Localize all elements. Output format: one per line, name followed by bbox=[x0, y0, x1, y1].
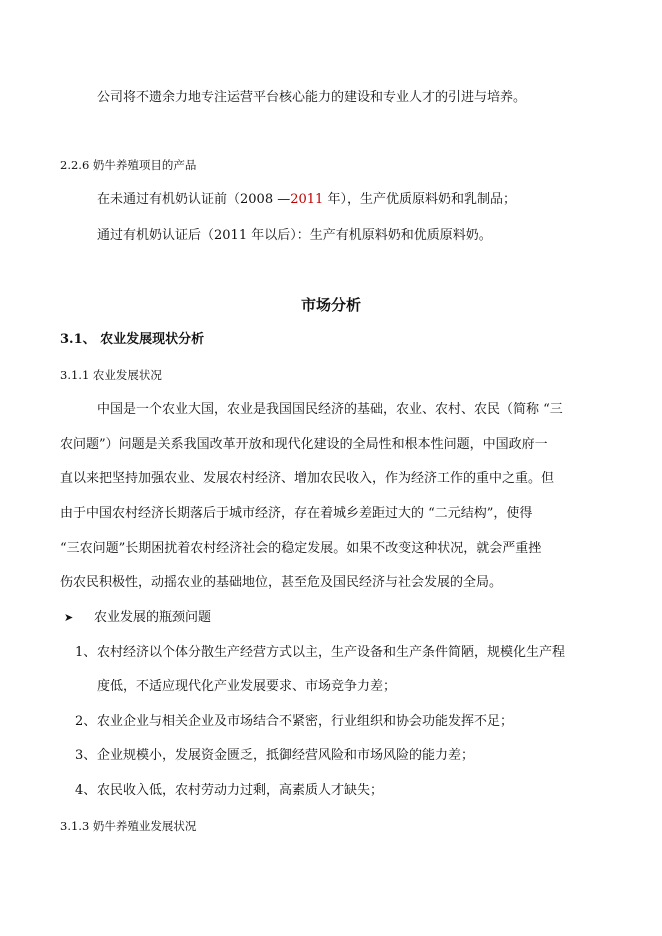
year-2011-highlight: 2011 bbox=[290, 192, 324, 207]
list-item-number: 3、 bbox=[75, 748, 97, 763]
product-after-certification: 通过有机奶认证后（2011 年以后）：生产有机原料奶和优质原料奶。 bbox=[97, 228, 492, 243]
intro-paragraph: 公司将不遗余力地专注运营平台核心能力的建设和专业人才的引进与培养。 bbox=[97, 90, 527, 105]
list-item-text: 企业规模小，发展资金匮乏，抵御经营风险和市场风险的能力差； bbox=[97, 748, 475, 763]
product-line1-pre: 在未通过有机奶认证前（2008 — bbox=[97, 192, 291, 207]
bottleneck-heading bbox=[64, 610, 211, 626]
product-before-certification bbox=[97, 192, 516, 208]
chapter-title: 市场分析 bbox=[300, 296, 361, 314]
section-2-2-6-title: 2.2.6 奶牛养殖项目的产品 bbox=[60, 158, 197, 172]
list-item-text: 农业企业与相关企业及市场结合不紧密，行业组织和协会功能发挥不足； bbox=[97, 714, 514, 729]
list-item-text: 农村经济以个体分散生产经营方式以主，生产设备和生产条件简陋，规模化生产程 bbox=[97, 645, 566, 660]
list-item-text: 农民收入低，农村劳动力过剩，高素质人才缺失； bbox=[97, 783, 384, 798]
list-item-number: 4、 bbox=[75, 783, 97, 798]
section-3-1-1-title: 3.1.1 农业发展状况 bbox=[60, 368, 162, 382]
bottleneck-title: 农业发展的瓶颈问题 bbox=[94, 610, 212, 625]
list-item-number: 1、 bbox=[75, 645, 97, 660]
section-3-1-title: 3.1、 农业发展现状分析 bbox=[60, 332, 205, 347]
product-line1-post: 年），生产优质原料奶和乳制品； bbox=[323, 192, 516, 207]
paragraph-line: “三农问题”长期困扰着农村经济社会的稳定发展。如果不改变这种状况，就会严重挫 bbox=[60, 541, 542, 556]
paragraph-line: 由于中国农村经济长期落后于城市经济，存在着城乡差距过大的 “二元结构”，使得 bbox=[60, 506, 533, 521]
section-3-1-3-title: 3.1.3 奶牛养殖业发展状况 bbox=[60, 819, 197, 833]
list-item-number: 2、 bbox=[75, 714, 97, 729]
paragraph-line: 农问题”）问题是关系我国改革开放和现代化建设的全局性和根本性问题，中国政府一 bbox=[60, 437, 548, 452]
arrow-bullet-icon: ➤ bbox=[64, 611, 74, 624]
paragraph-line: 伤农民积极性，动摇农业的基础地位，甚至危及国民经济与社会发展的全局。 bbox=[60, 575, 503, 590]
paragraph-line: 直以来把坚持加强农业、发展农村经济、增加农民收入，作为经济工作的重中之重。但 bbox=[60, 471, 555, 486]
list-item-text: 度低，不适应现代化产业发展要求、市场竞争力差； bbox=[97, 679, 397, 694]
paragraph-line: 中国是一个农业大国，农业是我国国民经济的基础，农业、农村、农民（简称 “三 bbox=[97, 402, 563, 417]
